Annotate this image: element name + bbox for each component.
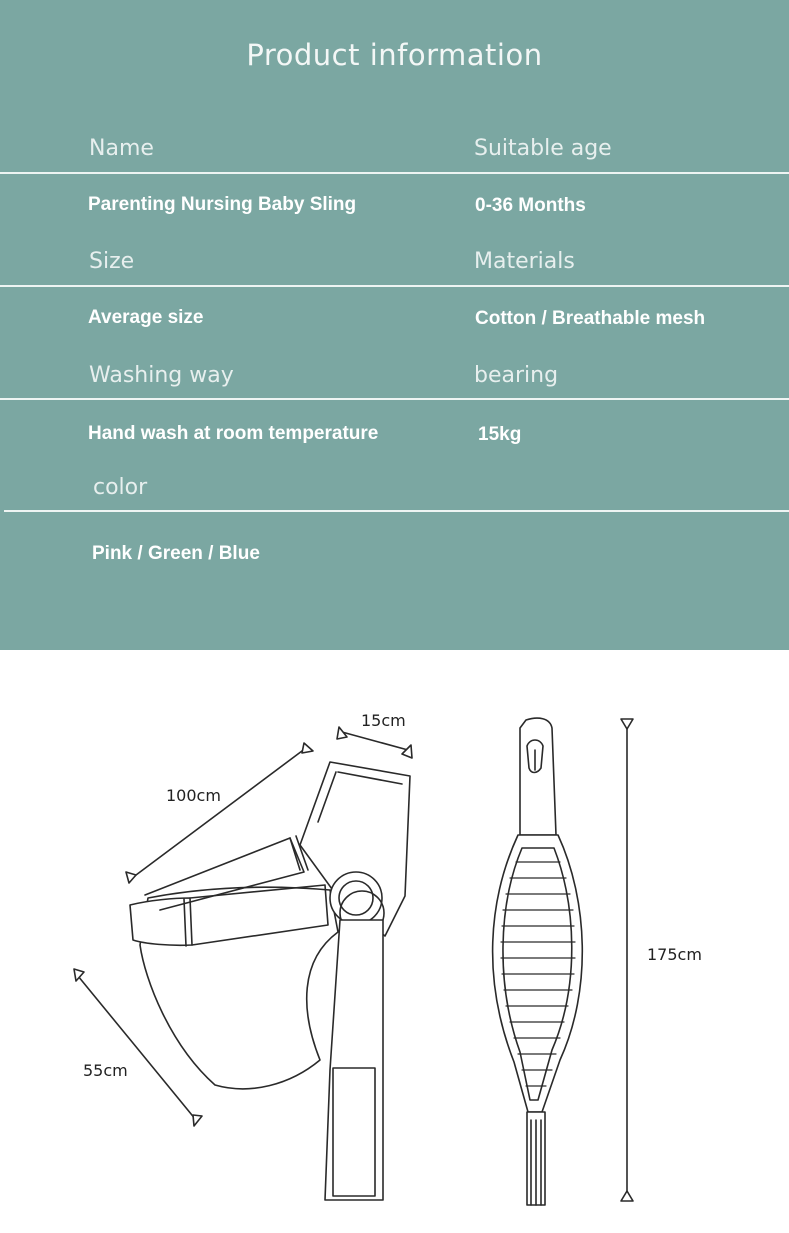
strap-dimension-label: 100cm [166,786,221,805]
page-title: Product information [246,38,543,72]
name-label: Name [89,136,154,161]
color-value: Pink / Green / Blue [92,543,260,564]
divider [0,398,789,400]
age-label: Suitable age [474,136,612,161]
divider [0,285,789,287]
name-value: Parenting Nursing Baby Sling [88,194,357,215]
divider [0,172,789,174]
washing-label: Washing way [89,363,234,388]
divider [4,510,789,512]
depth-dimension-label: 55cm [83,1061,128,1080]
washing-value: Hand wash at room temperature [88,423,379,444]
bearing-label: bearing [474,363,559,388]
width-dimension-label: 15cm [361,711,406,730]
size-value: Average size [88,307,204,328]
age-value: 0-36 Months [475,195,586,216]
length-dimension-label: 175cm [647,945,702,964]
bearing-value: 15kg [478,424,522,445]
color-label: color [93,475,148,500]
materials-value: Cotton / Breathable mesh [475,308,706,329]
size-label: Size [89,249,135,274]
materials-label: Materials [474,249,575,274]
sling-dimension-diagram [0,650,789,1233]
